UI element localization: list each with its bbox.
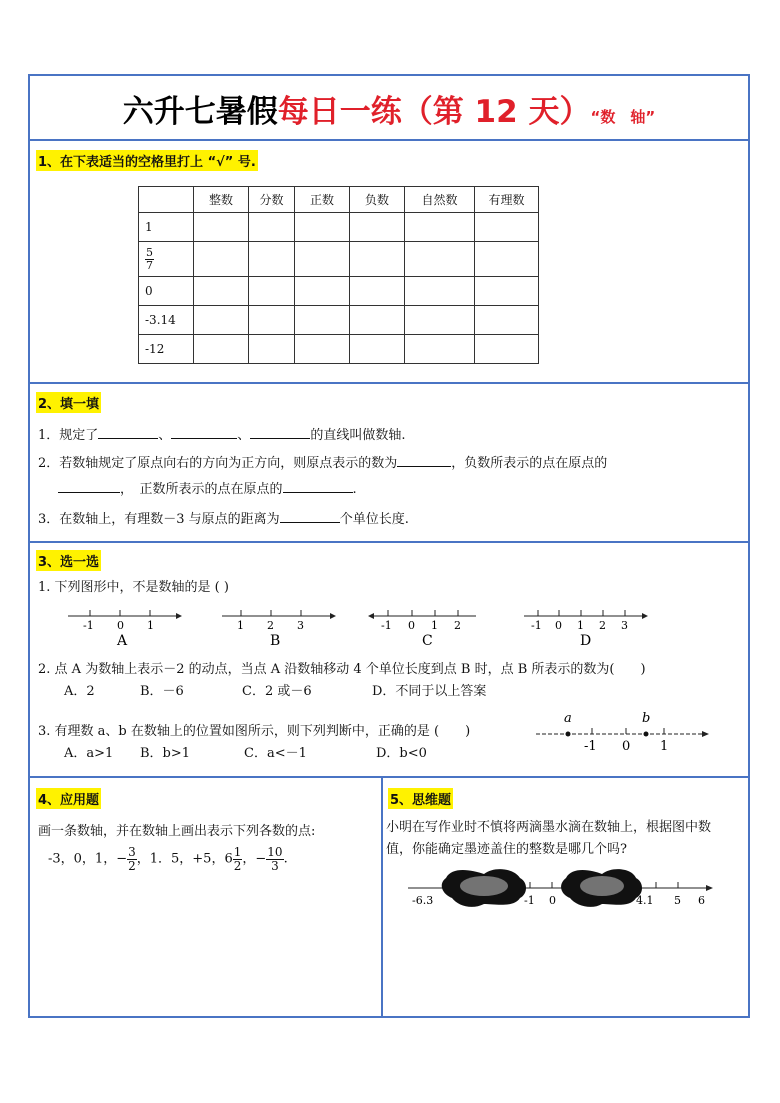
fill-question-3: 3．在数轴上，有理数－3 与原点的距离为 个单位长度. bbox=[38, 512, 409, 527]
tick-label: -1 bbox=[531, 619, 542, 632]
table-row bbox=[139, 335, 539, 364]
choice-option[interactable]: A．2 bbox=[64, 684, 95, 699]
ink-blot-right-highlight bbox=[580, 876, 624, 896]
table-row bbox=[139, 213, 539, 242]
section-1-heading: 1、在下表适当的空格里打上 “√” 号. bbox=[36, 150, 258, 171]
section-4-heading: 4、应用题 bbox=[36, 788, 101, 809]
divider bbox=[30, 382, 748, 384]
tick-label: -1 bbox=[83, 619, 94, 632]
answer-cell[interactable] bbox=[405, 213, 475, 242]
choice-option[interactable]: A．a>1 bbox=[64, 746, 114, 761]
tick-label: 1 bbox=[147, 619, 154, 632]
fill-question-2-cont: ， 正数所表示的点在原点的 . bbox=[58, 478, 357, 497]
answer-blank[interactable] bbox=[283, 492, 353, 493]
tick-label: 0 bbox=[622, 739, 631, 754]
divider bbox=[30, 541, 748, 543]
number-list: -3，0，1，− $\frac{3}{2}$ ，1．5，+5，6 $\frac{1}{2}$ ，− $\frac{10}{3}$ . bbox=[48, 845, 288, 873]
answer-cell[interactable] bbox=[249, 242, 295, 277]
answer-cell[interactable] bbox=[475, 213, 539, 242]
tick-label: -1 bbox=[584, 739, 597, 754]
application-question: 画一条数轴，并在数轴上画出表示下列各数的点: bbox=[38, 824, 316, 839]
row-label: -12 bbox=[139, 335, 194, 364]
answer-cell[interactable] bbox=[350, 306, 405, 335]
tick-label: 1 bbox=[431, 619, 438, 632]
answer-cell[interactable] bbox=[249, 277, 295, 306]
answer-cell[interactable] bbox=[350, 277, 405, 306]
worksheet-frame bbox=[28, 74, 750, 1018]
answer-cell[interactable] bbox=[475, 242, 539, 277]
tick-label: 0 bbox=[408, 619, 415, 632]
row-label: -3.14 bbox=[139, 306, 194, 335]
fill-question-2: 2．若数轴规定了原点向右的方向为正方向，则原点表示的数为 ，负数所表示的点在原点的 bbox=[38, 456, 608, 471]
answer-cell[interactable] bbox=[249, 306, 295, 335]
option-a-line bbox=[68, 610, 182, 649]
answer-cell[interactable] bbox=[405, 242, 475, 277]
table-header: 正数 bbox=[295, 187, 350, 213]
table-header: 有理数 bbox=[475, 187, 539, 213]
answer-cell[interactable] bbox=[350, 335, 405, 364]
answer-blank[interactable] bbox=[58, 492, 120, 493]
answer-cell[interactable] bbox=[295, 306, 350, 335]
table-header: 负数 bbox=[350, 187, 405, 213]
option-label: C bbox=[422, 633, 433, 649]
tick-label: 1 bbox=[237, 619, 244, 632]
tick-label: 2 bbox=[454, 619, 461, 632]
choice-question-1: 1. 下列图形中，不是数轴的是 ( ) bbox=[38, 580, 229, 595]
tick-label: 0 bbox=[555, 619, 562, 632]
tick-label: 3 bbox=[621, 619, 628, 632]
tick-label: 1 bbox=[660, 739, 669, 754]
answer-cell[interactable] bbox=[194, 213, 249, 242]
tick-label: 2 bbox=[267, 619, 274, 632]
table-row bbox=[139, 306, 539, 335]
row-label: $\frac{5}{7}$ bbox=[139, 242, 194, 277]
tick-label: 2 bbox=[599, 619, 606, 632]
point-b-label: b bbox=[642, 711, 651, 726]
section-5-heading: 5、思维题 bbox=[388, 788, 453, 809]
point-b bbox=[644, 732, 649, 737]
page-title: 六升七暑假每日一练（第 12 天）“数 轴” bbox=[122, 94, 656, 130]
table-corner-cell bbox=[139, 187, 194, 213]
fill-question-1: 1．规定了 、 、 的直线叫做数轴. bbox=[38, 428, 406, 443]
answer-blank[interactable] bbox=[171, 438, 237, 439]
divider bbox=[30, 776, 748, 778]
number-classification-table bbox=[138, 186, 539, 364]
tick-label: 0 bbox=[117, 619, 124, 632]
option-d-line bbox=[524, 610, 648, 649]
thinking-question-line: 值，你能确定墨迹盖住的整数是哪几个吗? bbox=[386, 842, 627, 857]
tick-label: 5 bbox=[674, 894, 681, 907]
tick-label: -6.3 bbox=[412, 894, 434, 907]
choice-option[interactable]: B．－6 bbox=[140, 684, 184, 699]
ink-blot-left-highlight bbox=[460, 876, 508, 896]
row-label: 0 bbox=[139, 277, 194, 306]
option-label: A bbox=[117, 633, 128, 649]
tick-label: -1 bbox=[524, 894, 535, 907]
table-row bbox=[139, 277, 539, 306]
point-a bbox=[566, 732, 571, 737]
choice-option[interactable]: B．b>1 bbox=[140, 746, 191, 761]
option-b-line bbox=[222, 610, 336, 649]
number-line-options bbox=[30, 598, 748, 654]
table-header: 自然数 bbox=[405, 187, 475, 213]
answer-cell[interactable] bbox=[194, 306, 249, 335]
answer-cell[interactable] bbox=[194, 335, 249, 364]
ab-number-line bbox=[534, 708, 714, 754]
answer-cell[interactable] bbox=[295, 277, 350, 306]
answer-cell[interactable] bbox=[405, 277, 475, 306]
answer-cell[interactable] bbox=[475, 335, 539, 364]
answer-cell[interactable] bbox=[405, 306, 475, 335]
answer-blank[interactable] bbox=[280, 522, 340, 523]
answer-cell[interactable] bbox=[295, 242, 350, 277]
answer-cell[interactable] bbox=[295, 335, 350, 364]
answer-cell[interactable] bbox=[249, 335, 295, 364]
column-divider bbox=[381, 776, 383, 1016]
answer-cell[interactable] bbox=[405, 335, 475, 364]
option-label: B bbox=[270, 633, 281, 649]
answer-cell[interactable] bbox=[194, 277, 249, 306]
answer-cell[interactable] bbox=[475, 306, 539, 335]
answer-blank[interactable] bbox=[397, 466, 451, 467]
section-3-heading: 3、选一选 bbox=[36, 550, 101, 571]
divider bbox=[30, 139, 748, 141]
answer-cell[interactable] bbox=[194, 242, 249, 277]
answer-cell[interactable] bbox=[249, 213, 295, 242]
table-header: 整数 bbox=[194, 187, 249, 213]
answer-blank[interactable] bbox=[98, 438, 158, 439]
answer-cell[interactable] bbox=[350, 242, 405, 277]
tick-label: 6 bbox=[698, 894, 705, 907]
choice-option[interactable]: C．a<－1 bbox=[244, 746, 307, 761]
tick-label: 3 bbox=[297, 619, 304, 632]
tick-label: 1 bbox=[577, 619, 584, 632]
table-row bbox=[139, 242, 539, 277]
choice-option[interactable]: C．2 或－6 bbox=[242, 684, 312, 699]
section-2-heading: 2、填一填 bbox=[36, 392, 101, 413]
answer-cell[interactable] bbox=[475, 277, 539, 306]
option-c-line bbox=[368, 610, 476, 649]
row-label: 1 bbox=[139, 213, 194, 242]
tick-label: -1 bbox=[381, 619, 392, 632]
ink-number-line bbox=[402, 864, 722, 916]
tick-label: 0 bbox=[549, 894, 556, 907]
answer-blank[interactable] bbox=[250, 438, 310, 439]
choice-option[interactable]: D．不同于以上答案 bbox=[372, 684, 487, 699]
tick-label: 4.1 bbox=[636, 894, 654, 907]
answer-cell[interactable] bbox=[350, 213, 405, 242]
thinking-question-line: 小明在写作业时不慎将两滴墨水滴在数轴上，根据图中数 bbox=[386, 820, 712, 835]
option-label: D bbox=[580, 633, 592, 649]
point-a-label: a bbox=[564, 711, 572, 726]
choice-question-3: 3. 有理数 a、b 在数轴上的位置如图所示，则下列判断中，正确的是 ( ) bbox=[38, 724, 471, 739]
table-header: 分数 bbox=[249, 187, 295, 213]
answer-cell[interactable] bbox=[295, 213, 350, 242]
choice-question-2: 2. 点 A 为数轴上表示－2 的动点，当点 A 沿数轴移动 4 个单位长度到点 B 时，点 B 所表示的数为( ) bbox=[38, 662, 646, 677]
choice-option[interactable]: D．b<0 bbox=[376, 746, 427, 761]
